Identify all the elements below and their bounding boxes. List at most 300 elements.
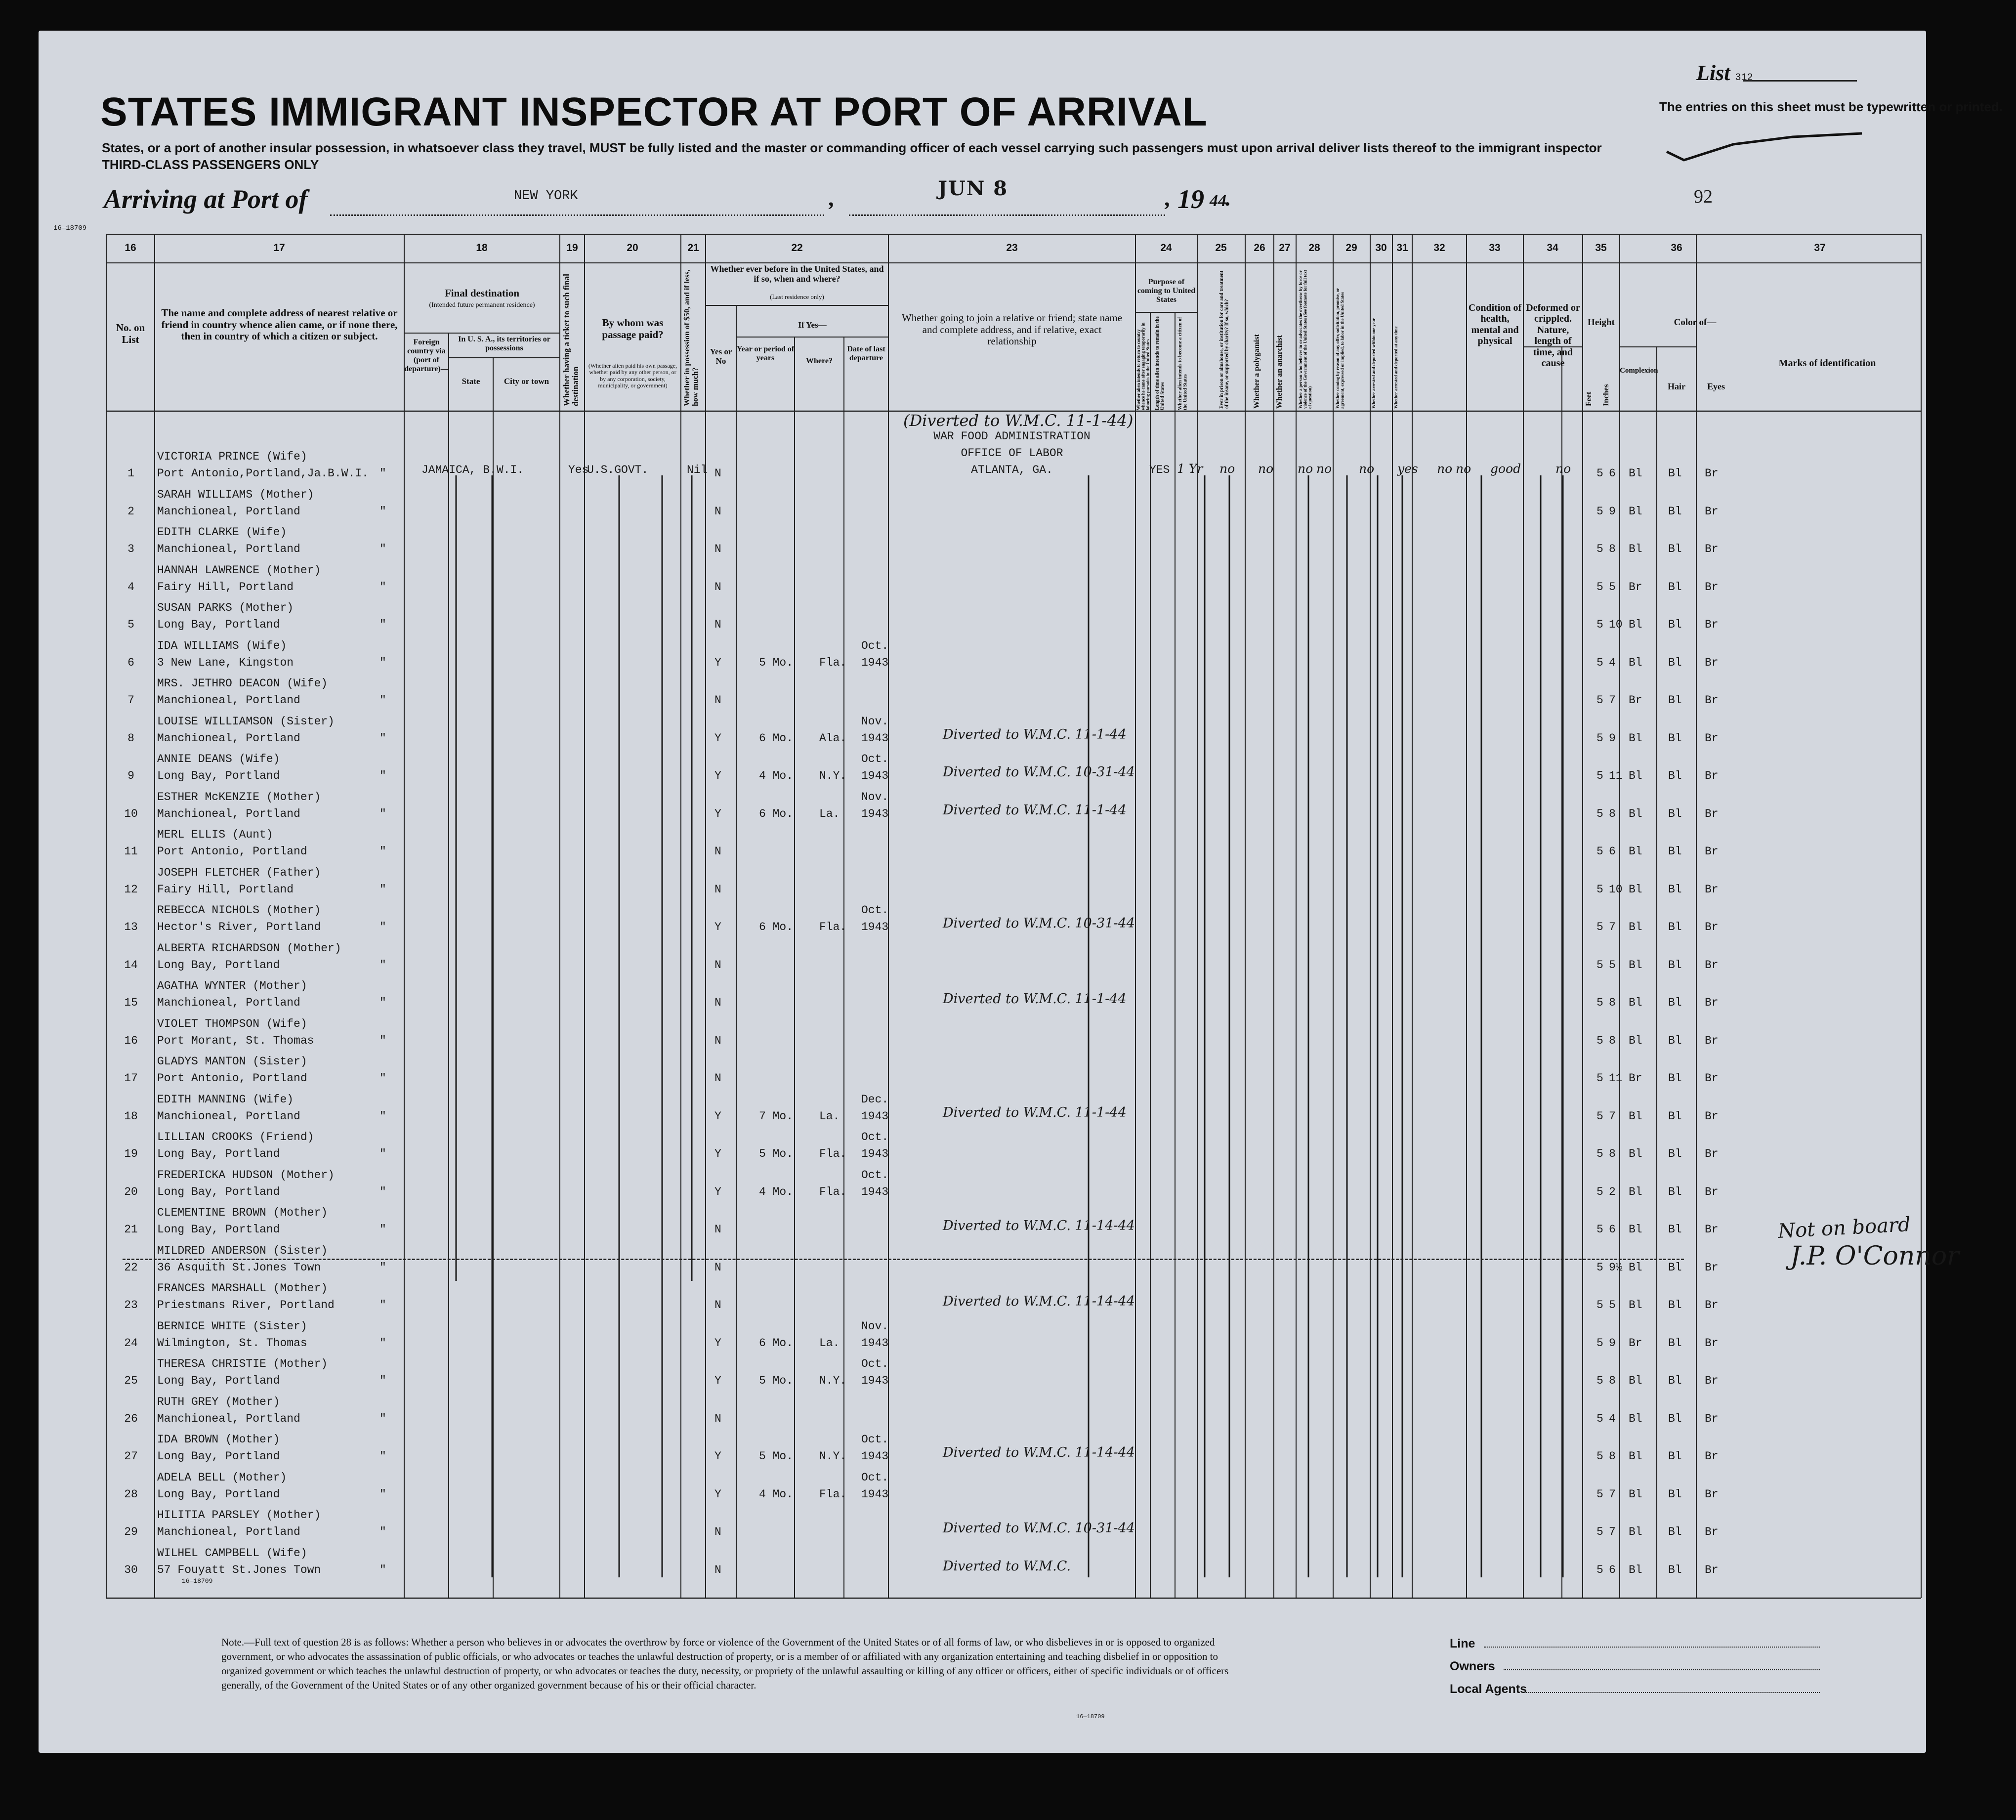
ditto-mark: " [379, 1147, 386, 1160]
hair-color: Bl [1668, 618, 1682, 631]
hair-color: Bl [1668, 1450, 1682, 1463]
complexion-value: Bl [1629, 467, 1642, 480]
height-inches: 5 [1609, 580, 1616, 593]
hair-color: Bl [1668, 921, 1682, 933]
purpose-c-value: no [1219, 462, 1235, 476]
hair-color: Bl [1668, 958, 1682, 972]
row-22-strike-line [123, 1259, 1684, 1260]
foreign-country-value: JAMAICA, B.W.I. [421, 464, 524, 476]
where-value: N.Y. [819, 1450, 847, 1463]
eye-color: Br [1705, 1223, 1719, 1236]
before-yes-no: N [714, 505, 721, 518]
relative-name: JOSEPH FLETCHER (Father) [157, 866, 321, 879]
hair-color: Bl [1668, 1185, 1682, 1198]
offer-value: yes [1397, 462, 1418, 476]
hair-color: Bl [1668, 1487, 1682, 1501]
class-line: THIRD-CLASS PASSENGERS ONLY [102, 157, 319, 172]
row-number: 1 [127, 467, 134, 480]
relative-name: SARAH WILLIAMS (Mother) [157, 488, 314, 501]
row-number: 27 [124, 1450, 138, 1463]
relative-name: RUTH GREY (Mother) [157, 1395, 280, 1408]
table-row [39, 1091, 1926, 1129]
departure-year: 1943 [861, 1147, 889, 1160]
eye-color: Br [1705, 656, 1719, 669]
hair-color: Bl [1668, 467, 1682, 480]
height-inches: 2 [1609, 1185, 1616, 1198]
column-number: 24 [1160, 242, 1172, 254]
relative-address: Manchioneal, Portland [157, 1525, 300, 1538]
relative-address: Long Bay, Portland [157, 1450, 280, 1463]
ditto-mark: " [379, 694, 386, 707]
ditto-mark: " [379, 1299, 386, 1312]
before-yes-no: N [714, 958, 721, 972]
height-feet: 5 [1596, 769, 1603, 782]
page-title: STATES IMMIGRANT INSPECTOR AT PORT OF ARRIVAL [100, 89, 1208, 134]
deported-any-value: no [1456, 462, 1471, 476]
header-purpose-a: Whether alien intends to return to country whence he came after engaging temporarily in laboring pursuits in the United States [1136, 322, 1150, 410]
departure-month: Oct. [861, 1168, 889, 1182]
column-number: 21 [687, 242, 699, 254]
where-value: N.Y. [819, 769, 847, 782]
relative-address: Port Antonio, Portland [157, 1072, 307, 1085]
eye-color: Br [1705, 1299, 1719, 1312]
eye-color: Br [1705, 1185, 1719, 1198]
height-feet: 5 [1596, 505, 1603, 518]
table-row [39, 1280, 1926, 1318]
before-yes-no: N [714, 580, 721, 593]
eye-color: Br [1705, 1109, 1719, 1123]
complexion-value: Br [1629, 1072, 1642, 1085]
where-value: La. [819, 1336, 840, 1350]
height-feet: 5 [1596, 958, 1603, 972]
hair-color: Bl [1668, 883, 1682, 896]
ditto-mark: " [379, 505, 386, 518]
eye-color: Br [1705, 1072, 1719, 1085]
header-height: Height [1588, 317, 1615, 328]
height-inches: 5 [1609, 958, 1616, 972]
relative-address: Long Bay, Portland [157, 1147, 280, 1160]
height-feet: 5 [1596, 731, 1603, 745]
year-period: 4 Mo. [759, 769, 794, 782]
column-number: 23 [1006, 242, 1018, 254]
header-deformed: Deformed or crippled. Nature, length of time, and cause [1526, 302, 1580, 369]
hair-color: Bl [1668, 731, 1682, 745]
table-row [39, 1318, 1926, 1356]
eye-color: Br [1705, 845, 1719, 858]
eye-color: Br [1705, 1034, 1719, 1047]
page-number: 92 [1694, 186, 1713, 207]
header-nearest-relative: The name and complete address of nearest relative or friend in country whence alien came, or if none there, then in country of which a citizen or subject. [161, 307, 398, 342]
complexion-value: Bl [1629, 543, 1642, 555]
complexion-value: Bl [1629, 845, 1642, 858]
departure-month: Nov. [861, 790, 889, 804]
table-row [39, 599, 1926, 637]
before-yes-no: N [714, 1563, 721, 1576]
eye-color: Br [1705, 1450, 1719, 1463]
relative-address: Manchioneal, Portland [157, 807, 300, 820]
before-yes-no: N [714, 1525, 721, 1538]
before-yes-no: N [714, 1412, 721, 1425]
relative-name: FREDERICKA HUDSON (Mother) [157, 1168, 335, 1182]
row-number: 11 [124, 845, 138, 858]
relative-address: Priestmans River, Portland [157, 1299, 335, 1312]
diverted-note: Diverted to W.M.C. [943, 1558, 1071, 1574]
departure-month: Oct. [861, 1471, 889, 1484]
relative-name: CLEMENTINE BROWN (Mother) [157, 1206, 328, 1219]
complexion-value: Bl [1629, 1109, 1642, 1123]
year-prefix: 19 [1177, 184, 1204, 214]
eye-color: Br [1705, 1261, 1719, 1274]
complexion-value: Bl [1629, 1374, 1642, 1387]
polygamist-value: no [1298, 462, 1313, 476]
header-before-note: (Last residence only) [770, 293, 824, 300]
diverted-note: Diverted to W.M.C. 10-31-44 [943, 1521, 1135, 1536]
relative-address: Port Morant, St. Thomas [157, 1034, 314, 1047]
before-yes-no: Y [714, 807, 721, 820]
where-value: Fla. [819, 656, 847, 669]
column-number: 32 [1433, 242, 1445, 254]
height-feet: 5 [1596, 1563, 1603, 1576]
table-row [39, 448, 1926, 486]
hair-color: Bl [1668, 1336, 1682, 1350]
header-purpose: Purpose of coming to United States [1137, 278, 1196, 304]
departure-year: 1943 [861, 1374, 889, 1387]
eye-color: Br [1705, 1412, 1719, 1425]
hair-color: Bl [1668, 1034, 1682, 1047]
owners-label: Owners [1450, 1659, 1495, 1673]
header-anarchist: Whether an anarchist [1275, 335, 1284, 409]
row-number: 12 [124, 883, 138, 896]
ditto-mark: " [379, 1185, 386, 1198]
height-inches: 7 [1609, 1109, 1616, 1123]
departure-year: 1943 [861, 807, 889, 820]
header-ticket: Whether having a ticket to such final destination [562, 274, 580, 406]
header-purpose-b: Length of time alien intends to remain in the United States [1155, 316, 1166, 410]
before-yes-no: N [714, 996, 721, 1009]
column-number: 31 [1396, 242, 1408, 254]
prison-value: no [1258, 462, 1274, 476]
relative-address: Fairy Hill, Portland [157, 883, 294, 896]
table-row [39, 637, 1926, 676]
ditto-mark: " [379, 1336, 386, 1350]
hair-color: Bl [1668, 505, 1682, 518]
relative-address: Manchioneal, Portland [157, 996, 300, 1009]
year-period: 6 Mo. [759, 1336, 794, 1350]
hair-color: Bl [1668, 1109, 1682, 1123]
relative-name: HANNAH LAWRENCE (Mother) [157, 563, 321, 577]
diverted-note: Diverted to W.M.C. 11-1-44 [943, 802, 1127, 818]
ditto-mark: " [379, 1374, 386, 1387]
column-number: 19 [566, 242, 578, 254]
eye-color: Br [1705, 1525, 1719, 1538]
eye-color: Br [1705, 807, 1719, 820]
header-if-yes: If Yes— [798, 320, 827, 330]
footnote-text: Note.—Full text of question 28 is as follows: Whether a person who believes in or advocates the overthrow by force or violence of the Government of the United States or of all forms of law, or who disbelieves in or is opposed to organized government, or who advocates the assassination of public officials, or who advocates or teaches the unlawful destruction of property, or is a member of or affiliated with any organization entertaining and teaching disbelief in or opposition to organized government or which teaches the unlawful destruction of property, or who advocates or teaches the duty, necessity, or propriety of the unlawful assaulting or killing of any officer or officers, either of specific individuals or of officers generally, of the Government of the United States or of any other organized government because of his or their official character. [221, 1636, 1229, 1691]
footnote-form-number: 16—18709 [1076, 1713, 1105, 1720]
complexion-value: Bl [1629, 1185, 1642, 1198]
height-feet: 5 [1596, 807, 1603, 820]
where-value: La. [819, 807, 840, 820]
row-number: 6 [127, 656, 134, 669]
row-number: 8 [127, 731, 134, 745]
eye-color: Br [1705, 505, 1719, 518]
height-inches: 4 [1609, 1412, 1616, 1425]
height-inches: 9½ [1609, 1261, 1623, 1274]
row-number: 19 [124, 1147, 138, 1160]
before-yes-no: N [714, 1034, 721, 1047]
hair-color: Bl [1668, 1147, 1682, 1160]
height-feet: 5 [1596, 996, 1603, 1009]
departure-month: Dec. [861, 1093, 889, 1106]
departure-year: 1943 [861, 731, 889, 745]
ditto-mark: " [379, 1109, 386, 1123]
table-row [39, 562, 1926, 600]
row-number: 29 [124, 1525, 138, 1538]
hair-color: Bl [1668, 1374, 1682, 1387]
where-value: Fla. [819, 1185, 847, 1198]
relative-name: ANNIE DEANS (Wife) [157, 753, 280, 765]
eye-color: Br [1705, 543, 1719, 555]
hair-color: Bl [1668, 1072, 1682, 1085]
relative-name: ADELA BELL (Mother) [157, 1471, 287, 1484]
year-period: 4 Mo. [759, 1185, 794, 1198]
header-no-on-list: No. on List [116, 322, 145, 345]
header-inches: Inches [1602, 384, 1610, 406]
eye-color: Br [1705, 883, 1719, 896]
height-inches: 6 [1609, 1223, 1616, 1236]
relative-address: Long Bay, Portland [157, 1487, 280, 1501]
inspector-signature: J.P. O'Connor [1790, 1241, 1960, 1271]
hair-color: Bl [1668, 580, 1682, 593]
table-row [39, 1394, 1926, 1432]
relative-name: IDA BROWN (Mother) [157, 1433, 280, 1446]
date-stamp: JUN 8 [938, 177, 1008, 200]
diverted-note: Diverted to W.M.C. 11-14-44 [943, 1294, 1135, 1309]
table-row [39, 1242, 1926, 1280]
complexion-value: Br [1629, 1336, 1642, 1350]
manifest-sheet: List 312 STATES IMMIGRANT INSPECTOR AT PORT OF ARRIVAL The entries on this sheet must be typewritten or printed. States, or a port of another insular possession, in whatsoever class they travel, MUST be fully listed and the master or commanding officer of each vessel carrying such passengers must upon arrival deliver lists thereof to the immigrant inspector THIRD-CLASS PASSENGERS ONLY Arriving at Port of NEW YORK , JUN 8 , 19 44 . 92 16—18709 16 17 18 19 20 21 22 23 24 25 26 27 28 29 30 31 32 33 34 35 36 37 No. on List The name and complete address of nearest relative or friend in country whence alien came, or if none there, then in country of which a citizen or subject. Final destination (Intended future permanent residence) Foreign country via (port of departure)— In U. S. A., its territories or possessions State City or town Whether having a ticket to such final destination By whom was passage paid? (Whether alien paid his own passage, whether paid by any other person, or by any corporation, society, municipality, or government) Whether in possession of $50, and if less, how much? Whether ever before in the United States, and if so, when and where? (Last residence only) Yes or No If Yes— Year or period of years Where? Date of last departure Whether going to join a relative or friend; state name and complete address, and if relative, exact relationship Purpose of coming to United States Whether alien intends to return to country whence he came after engaging temporarily in laboring pursuits in the United States Length of time alien intends to remain in the United States Whether alien intends to become a citizen of the United States Ever in prison or almshouse, or institution for care and treatment of the insane, or supported by charity? If so, which? Whether a polygamist Whether an anarchist Whether a person who believes in or advocates the overthrow by force or violence of the Government of the United States (See footnote for full text of question) Whether coming by reason of any offer, solicitation, promise, or agreement, expressed or implied, to labor in the United States Whether arrested and deported within one year Whether arrested and deported at any time Condition of health, mental and physical Deformed or crippled. Nature, length of time, and cause Height Feet Inches Complexion Color of— Hair Eyes Marks of identification (Diverted to W.M.C. 11-1-44) WAR FOOD ADMINISTRATION OFFICE OF LABOR ATLANTA, GA. JAMAICA, B.W.I. Yes U.S.GOVT. Nil YES 1 Yr no no no no no yes no no good no 1 VICTORIA PRINCE (Wife) Port Antonio,Portland,Ja.B.W.I. " N 5 6 Bl Bl Br 2 SARAH WILLIAMS (Mother) Manchioneal, Portland " N 5 9 Bl Bl Br 3 EDITH CLARKE (Wife) Manchioneal, Portland " N 5 8 Bl Bl Br 4 HANNAH LAWRENCE (Mother) Fairy Hill, Portland " N 5 5 Br Bl Br 5 SUSAN PARKS (Mother) Long Bay, Portland " N 5 10 Bl Bl Br 6 IDA WILLIAMS (Wife) 3 New Lane, Kingston " Y 5 Mo. Fla. Oct. 1943 5 4 Bl Bl Br 7 MRS. JETHRO DEACON (Wife) Manchioneal, Portland " N 5 7 Br Bl Br 8 LOUISE WILLIAMSON (Sister) Manchioneal, Portland " Y 6 Mo. Ala. Nov. 1943 5 9 Bl Bl Br Diverted to W.M.C. 11-1-44 9 ANNIE DEANS (Wife) Long Bay, Portland " Y 4 Mo. N.Y. Oct. 1943 5 11 Bl Bl Br Diverted to W.M.C. 10-31-44 10 ESTHER McKENZIE (Mother) Manchioneal, Portland " Y 6 Mo. La. Nov. 1943 5 8 Bl Bl Br Diverted to W.M.C. 11-1-44 11 MERL ELLIS (Aunt) Port Antonio, Portland " N 5 6 Bl Bl Br 12 JOSEPH FLETCHER (Father) Fairy Hill, Portland " N 5 10 Bl Bl Br 13 REBECCA NICHOLS (Mother) Hector's River, Portland " Y 6 Mo. Fla. Oct. 1943 5 7 Bl Bl Br Diverted to W.M.C. 10-31-44 14 ALBERTA RICHARDSON (Mother) Long Bay, Portland " N 5 5 Bl Bl Br 15 AGATHA WYNTER (Mother) Manchioneal, Portland " N 5 8 Bl Bl Br Diverted to W.M.C. 11-1-44 16 VIOLET THOMPSON (Wife) Port Morant, St. Thomas " N 5 8 Bl Bl Br 17 GLADYS MANTON (Sister) Port Antonio, Portland " N 5 11 Br Bl Br 18 EDITH MANNING (Wife) Manchioneal, Portland " Y 7 Mo. La. Dec. 1943 5 7 Bl Bl Br Diverted to W.M.C. 11-1-44 19 LILLIAN CROOKS (Friend) Long Bay, Portland " Y 5 Mo. Fla. Oct. 1943 5 8 Bl Bl Br 20 FREDERICKA HUDSON (Mother) Long Bay, Portland " Y 4 Mo. Fla. Oct. 1943 5 2 Bl Bl Br 21 CLEMENTINE BROWN (Mother) Long Bay, Portland " N 5 6 Bl Bl Br Diverted to W.M.C. 11-14-44 22 MILDRED ANDERSON (Sister) 36 Asquith St.Jones Town " N 5 9½ Bl Bl Br 23 FRANCES MARSHALL (Mother) Priestmans River, Portland " N 5 5 Bl Bl Br Diverted to W.M.C. 11-14-44 24 BERNICE WHITE (Sister) Wilmington, St. Thomas " Y 6 Mo. La. Nov. 1943 5 9 Br Bl Br 25 THERESA CHRISTIE (Mother) Long Bay, Portland " Y 5 Mo. N.Y. Oct. 1943 5 8 Bl Bl Br 26 RUTH GREY (Mother) Manchioneal, Portland " N 5 4 Bl Bl Br 27 IDA BROWN (Mother) Long Bay, Portland " Y 5 Mo. N.Y. Oct. 1943 5 8 Bl Bl Br Diverted to W.M.C. 11-14-44 28 ADELA BELL (Mother) Long Bay, Portland " Y 4 Mo. Fla. Oct. 1943 5 7 Bl Bl Br 29 HILITIA PARSLEY (Mother) Manchioneal, Portland " N 5 7 Bl Bl Br Diverted to W.M.C. 10-31-44 30 WILHEL CAMPBELL (Wife) 57 Fouyatt St.Jones Town " N 5 6 Bl Bl Br Diverted to W.M.C. Not on board J.P. O'Connor 16—18709 Note.—Full text of question 28 is as follows: Whether a person who believes in or advocates the overthrow by force or violence of the Government of the United States or of all forms of law, or who disbelieves in or is opposed to organized government, or who advocates the assassination of public officials, or who advocates or teaches the unlawful destruction of property, or is a member of or affiliated with any organization entertaining and teaching disbelief in or opposition to organized government or which teaches the unlawful destruction of property, or who advocates or teaches the duty, necessity, or propriety of the unlawful assaulting or killing of any officer or officers, either of specific individuals or of officers generally, of the Government of the United States or of any other organized government because of his or their official character. 16—18709 Line Owners Local Agents [39, 31, 1926, 1753]
before-yes-no: Y [714, 1336, 721, 1350]
relative-name: LOUISE WILLIAMSON (Sister) [157, 715, 335, 728]
eye-color: Br [1705, 996, 1719, 1009]
relative-name: THERESA CHRISTIE (Mother) [157, 1357, 328, 1370]
height-feet: 5 [1596, 1412, 1603, 1425]
row-number: 25 [124, 1374, 138, 1387]
ditto-mark: " [379, 1450, 386, 1463]
condition-value: good [1490, 462, 1521, 476]
hair-color: Bl [1668, 807, 1682, 820]
height-inches: 6 [1609, 1563, 1616, 1576]
column-number: 28 [1308, 242, 1320, 254]
departure-month: Oct. [861, 639, 889, 652]
form-number-top: 16—18709 [53, 224, 87, 232]
eye-color: Br [1705, 921, 1719, 933]
before-yes-no: Y [714, 1109, 721, 1123]
where-value: Fla. [819, 1487, 847, 1501]
complexion-value: Bl [1629, 1563, 1642, 1576]
departure-month: Oct. [861, 1433, 889, 1446]
joining-line-3: ATLANTA, GA. [971, 464, 1053, 476]
header-hair: Hair [1668, 381, 1685, 391]
ditto-mark: " [379, 883, 386, 896]
row-number: 9 [127, 769, 134, 782]
complexion-value: Bl [1629, 1147, 1642, 1160]
relative-address: 57 Fouyatt St.Jones Town [157, 1563, 321, 1576]
height-feet: 5 [1596, 1374, 1603, 1387]
departure-month: Nov. [861, 1319, 889, 1333]
column-number: 26 [1254, 242, 1265, 254]
year-period: 5 Mo. [759, 1147, 794, 1160]
before-yes-no: Y [714, 769, 721, 782]
column-number: 27 [1279, 242, 1291, 254]
before-yes-no: N [714, 1223, 721, 1236]
height-inches: 10 [1609, 883, 1623, 896]
departure-year: 1943 [861, 1487, 889, 1501]
height-feet: 5 [1596, 543, 1603, 555]
relative-name: IDA WILLIAMS (Wife) [157, 639, 287, 652]
relative-address: Long Bay, Portland [157, 618, 280, 631]
column-number: 30 [1375, 242, 1387, 254]
column-number: 33 [1489, 242, 1501, 254]
year-suffix: 44 [1210, 192, 1226, 210]
year-period: 5 Mo. [759, 1374, 794, 1387]
table-row [39, 940, 1926, 978]
diverted-annotation: (Diverted to W.M.C. 11-1-44) [903, 411, 1134, 430]
diverted-note: Diverted to W.M.C. 11-1-44 [943, 991, 1127, 1007]
ditto-mark: " [379, 618, 386, 631]
deported-year-value: no [1437, 462, 1453, 476]
purpose-b-value: 1 Yr [1177, 462, 1203, 476]
table-row [39, 1431, 1926, 1469]
height-feet: 5 [1596, 1525, 1603, 1538]
hair-color: Bl [1668, 1563, 1682, 1576]
height-inches: 5 [1609, 1299, 1616, 1312]
table-row [39, 826, 1926, 864]
relative-address: Fairy Hill, Portland [157, 580, 294, 593]
row-number: 30 [124, 1563, 138, 1576]
header-eyes: Eyes [1707, 381, 1725, 391]
table-row [39, 902, 1926, 940]
before-yes-no: N [714, 618, 721, 631]
height-feet: 5 [1596, 1223, 1603, 1236]
height-inches: 9 [1609, 731, 1616, 745]
ditto-mark: " [379, 1223, 386, 1236]
money-value: Nil [687, 464, 708, 476]
relative-address: Manchioneal, Portland [157, 694, 300, 707]
departure-year: 1943 [861, 921, 889, 933]
header-state: State [462, 377, 480, 386]
ditto-mark: " [379, 1563, 386, 1576]
ditto-mark: " [379, 1034, 386, 1047]
height-feet: 5 [1596, 580, 1603, 593]
row-number: 10 [124, 807, 138, 820]
complexion-value: Br [1629, 580, 1642, 593]
row-number: 16 [124, 1034, 138, 1047]
departure-month: Oct. [861, 753, 889, 765]
height-feet: 5 [1596, 467, 1603, 480]
ticket-value: Yes [568, 464, 589, 476]
departure-year: 1943 [861, 1185, 889, 1198]
header-yes-no: Yes or No [710, 347, 732, 366]
port-name: NEW YORK [514, 189, 578, 204]
row-number: 18 [124, 1109, 138, 1123]
table-row [39, 675, 1926, 713]
column-number: 36 [1671, 242, 1682, 254]
complexion-value: Bl [1629, 958, 1642, 972]
ditto-mark: " [379, 1072, 386, 1085]
header-where: Where? [806, 357, 833, 365]
hair-color: Bl [1668, 845, 1682, 858]
year-period: 6 Mo. [759, 921, 794, 933]
departure-year: 1943 [861, 1336, 889, 1350]
before-yes-no: Y [714, 1185, 721, 1198]
table-row [39, 486, 1926, 524]
departure-month: Oct. [861, 1131, 889, 1143]
before-yes-no: Y [714, 731, 721, 745]
complexion-value: Bl [1629, 1223, 1642, 1236]
column-number: 29 [1345, 242, 1357, 254]
hair-color: Bl [1668, 996, 1682, 1009]
height-feet: 5 [1596, 921, 1603, 933]
relative-name: HILITIA PARSLEY (Mother) [157, 1509, 321, 1522]
row-number: 17 [124, 1072, 138, 1085]
complexion-value: Bl [1629, 921, 1642, 933]
relative-name: MRS. JETHRO DEACON (Wife) [157, 677, 328, 690]
header-polygamist: Whether a polygamist [1253, 334, 1261, 409]
row-number: 5 [127, 618, 134, 631]
before-yes-no: Y [714, 1450, 721, 1463]
relative-address: Long Bay, Portland [157, 1374, 280, 1387]
relative-address: Long Bay, Portland [157, 769, 280, 782]
table-row [39, 1129, 1926, 1167]
eye-color: Br [1705, 580, 1719, 593]
joining-line-1: WAR FOOD ADMINISTRATION [933, 430, 1091, 443]
departure-month: Oct. [861, 904, 889, 917]
departure-year: 1943 [861, 1450, 889, 1463]
ditto-mark: " [379, 656, 386, 669]
relative-address: 36 Asquith St.Jones Town [157, 1261, 321, 1274]
header-joining: Whether going to join a relative or friend; state name and complete address, and if relative, exact relationship [901, 312, 1123, 347]
height-inches: 7 [1609, 694, 1616, 707]
complexion-value: Bl [1629, 807, 1642, 820]
row-number: 2 [127, 505, 134, 518]
height-feet: 5 [1596, 1299, 1603, 1312]
departure-year: 1943 [861, 656, 889, 669]
complexion-value: Bl [1629, 618, 1642, 631]
height-feet: 5 [1596, 1487, 1603, 1501]
where-value: N.Y. [819, 1374, 847, 1387]
relative-name: AGATHA WYNTER (Mother) [157, 979, 307, 992]
table-row [39, 789, 1926, 827]
row-number: 14 [124, 958, 138, 972]
anarchist-value: no [1316, 462, 1332, 476]
column-number: 18 [476, 242, 488, 254]
row-number: 15 [124, 996, 138, 1009]
column-number: 16 [125, 242, 136, 254]
header-prison: Ever in prison or almshouse, or institution for care and treatment of the insane, or supported by charity? If so, which? [1219, 270, 1230, 409]
height-inches: 8 [1609, 1374, 1616, 1387]
eye-color: Br [1705, 1487, 1719, 1501]
relative-name: ALBERTA RICHARDSON (Mother) [157, 941, 341, 955]
where-value: Fla. [819, 1147, 847, 1160]
header-overthrow: Whether a person who believes in or advocates the overthrow by force or violence of the Government of the United States (See footnote for full text of question) [1298, 270, 1312, 409]
header-money: Whether in possession of $50, and if less, how much? [683, 269, 700, 406]
height-feet: 5 [1596, 883, 1603, 896]
height-inches: 6 [1609, 467, 1616, 480]
before-yes-no: N [714, 883, 721, 896]
height-feet: 5 [1596, 656, 1603, 669]
before-yes-no: N [714, 1299, 721, 1312]
